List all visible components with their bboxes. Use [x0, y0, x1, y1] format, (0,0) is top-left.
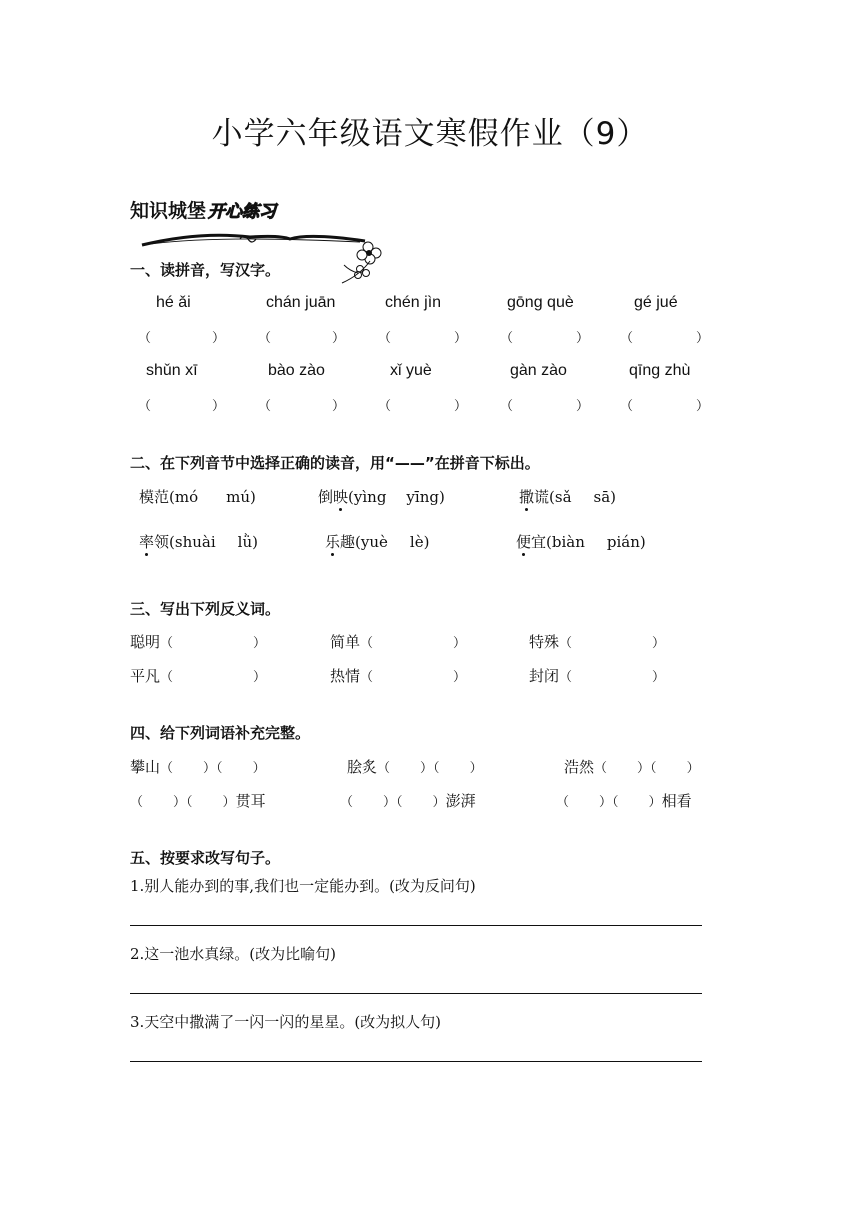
option-2: lè) [409, 533, 430, 551]
answer-line-2[interactable] [130, 993, 702, 994]
idiom-item[interactable] [556, 790, 692, 811]
antonym-item[interactable] [130, 665, 266, 686]
antonym-item[interactable] [330, 665, 466, 686]
close-paren: ） [173, 795, 187, 810]
close-paren: ） [332, 331, 346, 346]
idiom-item[interactable] [564, 756, 700, 777]
word: 封闭 [529, 667, 560, 685]
option-1: 范(mó [154, 488, 199, 506]
open-paren: （ [160, 670, 174, 685]
open-paren: （ [620, 331, 634, 346]
rewrite-question-3: 3.天空中撒满了一闪一闪的星星。(改为拟人句) [130, 1013, 442, 1031]
close-paren: ） [648, 795, 662, 810]
answer-line-3[interactable] [130, 1061, 702, 1062]
close-paren: ） [203, 761, 217, 776]
pinyin-10: qīng zhù [629, 362, 691, 379]
option-1: 宜(biàn [531, 533, 585, 551]
close-paren: ） [454, 331, 468, 346]
pinyin-3: chén jìn [385, 294, 442, 311]
open-paren: （ [378, 399, 392, 414]
close-paren: ） [576, 331, 590, 346]
option-1: 谎(sǎ [534, 488, 572, 506]
rewrite-question-2: 2.这一池水真绿。(改为比喻句) [130, 945, 337, 963]
close-paren: ） [420, 761, 434, 776]
open-paren: （ [138, 331, 152, 346]
pinyin-6: shǔn xī [146, 362, 198, 379]
idiom-stem: 脍炙 [347, 758, 378, 776]
option-1: 趣(yuè [340, 533, 388, 551]
open-paren: （ [138, 399, 152, 414]
pinyin-4: gōng què [507, 294, 574, 311]
open-paren: （ [258, 399, 272, 414]
open-paren: （ [500, 331, 514, 346]
close-paren: ） [383, 795, 397, 810]
close-paren: ） [453, 636, 467, 651]
pinyin-7: bào zào [268, 362, 325, 379]
open-paren: （ [258, 331, 272, 346]
close-paren: ） [599, 795, 613, 810]
pinyin-8: xǐ yuè [390, 362, 432, 379]
answer-line-1[interactable] [130, 925, 702, 926]
open-paren: （ [377, 761, 391, 776]
antonym-item[interactable] [529, 665, 665, 686]
close-paren: ） [576, 399, 590, 414]
reading-item[interactable] [519, 486, 616, 507]
banner-decor-text: 开心练习 [208, 202, 277, 222]
word: 聪明 [130, 633, 161, 651]
dotted-char: 率 [139, 533, 155, 551]
dotted-char: 乐 [325, 533, 341, 551]
open-paren: （ [559, 636, 573, 651]
section-banner [130, 196, 276, 223]
open-paren: （ [378, 331, 392, 346]
section-4-heading: 四、给下列词语补充完整。 [130, 724, 311, 742]
close-paren: ） [222, 795, 236, 810]
open-paren: （ [186, 795, 193, 810]
open-paren: （ [130, 795, 144, 810]
close-paren: ） [469, 761, 483, 776]
open-paren: （ [620, 399, 634, 414]
idiom-item[interactable] [130, 790, 266, 811]
idiom-item[interactable] [130, 756, 266, 777]
idiom-stem: 攀山 [130, 758, 161, 776]
dotted-char: 映 [333, 488, 349, 506]
dotted-char: 便 [516, 533, 532, 551]
antonym-item[interactable] [330, 631, 466, 652]
close-paren: ） [212, 399, 226, 414]
close-paren: ） [432, 795, 446, 810]
idiom-item[interactable] [340, 790, 476, 811]
open-paren: （ [216, 761, 223, 776]
dotted-char: 撒 [519, 488, 535, 506]
option-2: pián) [606, 533, 646, 551]
close-paren: ） [652, 670, 666, 685]
section-5-heading: 五、按要求改写句子。 [130, 849, 281, 867]
option-2: lǜ) [237, 533, 258, 551]
open-paren: （ [594, 761, 608, 776]
idiom-item[interactable] [347, 756, 483, 777]
open-paren: （ [556, 795, 570, 810]
option-2: yīng) [406, 488, 445, 506]
option-1: 领(shuài [154, 533, 216, 551]
open-paren: （ [433, 761, 440, 776]
open-paren: （ [650, 761, 657, 776]
word: 平凡 [130, 667, 161, 685]
word: 热情 [330, 667, 361, 685]
antonym-item[interactable] [529, 631, 665, 652]
close-paren: ） [332, 399, 346, 414]
idiom-stem: 相看 [661, 792, 692, 810]
word: 简单 [330, 633, 361, 651]
open-paren: （ [396, 795, 403, 810]
open-paren: （ [160, 636, 174, 651]
rewrite-question-1: 1.别人能办到的事,我们也一定能办到。(改为反问句) [130, 877, 476, 895]
close-paren: ） [637, 761, 651, 776]
idiom-stem: 贯耳 [235, 792, 266, 810]
reading-item[interactable] [516, 531, 646, 552]
item-char: 倒 [318, 488, 334, 506]
open-paren: （ [360, 636, 374, 651]
open-paren: （ [612, 795, 619, 810]
section-2-heading: 二、在下列音节中选择正确的读音，用“——”在拼音下标出。 [130, 454, 540, 472]
reading-item[interactable] [318, 486, 445, 507]
close-paren: ） [686, 761, 700, 776]
option-2: sā) [593, 488, 617, 506]
open-paren: （ [559, 670, 573, 685]
item-char: 模 [139, 488, 155, 506]
section-3-heading: 三、写出下列反义词。 [130, 600, 281, 618]
option-2: mú) [226, 488, 256, 506]
reading-item[interactable] [139, 531, 258, 552]
idiom-stem: 浩然 [564, 758, 595, 776]
page-title: 小学六年级语文寒假作业（9） [211, 116, 649, 152]
close-paren: ） [652, 636, 666, 651]
close-paren: ） [253, 670, 267, 685]
close-paren: ） [252, 761, 266, 776]
section-1-heading: 一、读拼音，写汉字。 [130, 261, 281, 279]
close-paren: ） [453, 670, 467, 685]
pinyin-2: chán juān [266, 294, 336, 311]
pinyin-5: gé jué [634, 294, 678, 311]
option-1: (yìng [348, 488, 387, 506]
open-paren: （ [160, 761, 174, 776]
open-paren: （ [500, 399, 514, 414]
idiom-stem: 澎湃 [445, 792, 476, 810]
reading-item[interactable] [325, 531, 429, 552]
banner-title: 知识城堡 [130, 200, 207, 222]
pinyin-9: gàn zào [510, 362, 567, 379]
open-paren: （ [360, 670, 374, 685]
word: 特殊 [529, 633, 560, 651]
pinyin-1: hé ǎi [156, 294, 191, 311]
close-paren: ） [253, 636, 267, 651]
close-paren: ） [696, 399, 710, 414]
antonym-item[interactable] [130, 631, 266, 652]
open-paren: （ [340, 795, 354, 810]
close-paren: ） [212, 331, 226, 346]
reading-item[interactable] [139, 486, 256, 507]
close-paren: ） [454, 399, 468, 414]
close-paren: ） [696, 331, 710, 346]
